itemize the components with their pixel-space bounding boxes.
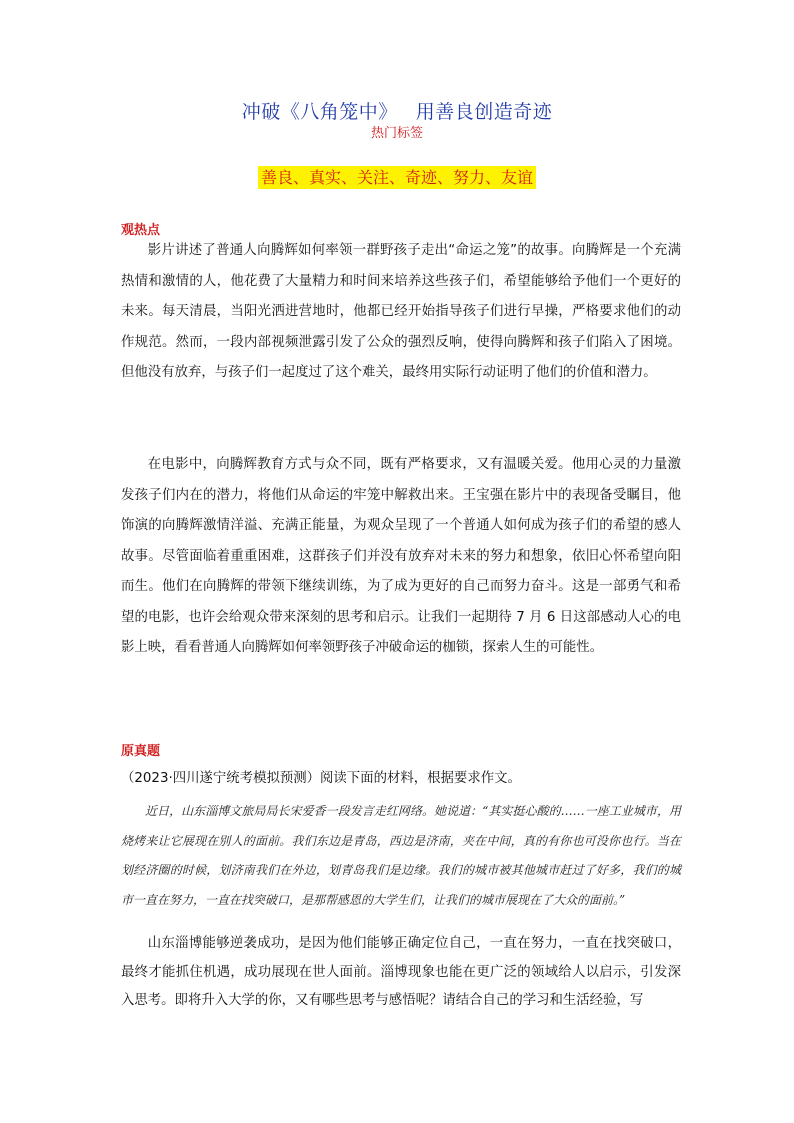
title-left: 冲破《八角笼中》 <box>241 101 398 123</box>
view-paragraph-2: 在电影中，向腾辉教育方式与众不同，既有严格要求，又有温暖关爱。他用心灵的力量激发孩子们内在的潜力，将他们从命运的牢笼中解救出来。王宝强在影片中的表现备受瞩目，他饰演的向腾辉激情洋溢、充满正能量，为观众呈现了一个普通人如何成为孩子们的希望的感人故事。尽管面临着重重困难，这群孩子们并没有放弃对未来的努力和想象，依旧心怀希望向阳而生。他们在向腾辉的带领下继续训练，为了成为更好的自己而努力奋斗。这是一部勇气和希望的电影，也许会给观众带来深刻的思考和启示。让我们一起期待 7 月 6 日这部感动人心的电影上映，看看普通人向腾辉如何率领野孩子冲破命运的枷锁，探索人生的可能性。 <box>121 457 681 655</box>
exam-prompt: 山东淄博能够逆袭成功，是因为他们能够正确定位自己，一直在努力，一直在找突破口，最终才能抓住机遇，成功展现在世人面前。淄博现象也能在更广泛的领域给人以启示，引发深入思考。即将升入大学的你，又有哪些思考与感悟呢？请结合自己的学习和生活经验，写 <box>121 936 681 1008</box>
tags-row <box>0 165 794 188</box>
section-heading-view: 观热点 <box>121 223 161 238</box>
view-paragraph-1: 影片讲述了普通人向腾辉如何率领一群野孩子走出“命运之笼”的故事。向腾辉是一个充满热情和激情的人，他花费了大量精力和时间来培养这些孩子们，希望能够给予他们一个更好的未来。每天清晨，当阳光洒进营地时，他都已经开始指导孩子们进行早操，严格要求他们的动作规范。然而，一段内部视频泄露引发了公众的强烈反响，使得向腾辉和孩子们陷入了困境。但他没有放弃，与孩子们一起度过了这个难关，最终用实际行动证明了他们的价值和潜力。 <box>121 243 681 380</box>
page-title <box>0 97 794 124</box>
exam-quote: 近日，山东淄博文旅局局长宋爱香一段发言走红网络。她说道：“其实挺心酸的……一座工业城市，用烧烤来让它展现在别人的面前。我们东边是青岛，西边是济南，夹在中间，真的有你也可没你也行。当在划经济圈的时候，划济南我们在外边，划青岛我们是边缘。我们的城市被其他城市赶过了好多，我们的城市一直在努力，一直在找突破口，是那帮感恩的大学生们，让我们的城市展现在了大众的面前。” <box>121 804 681 907</box>
section-heading-exam: 原真题 <box>121 744 161 759</box>
exam-intro: （2023·四川遂宁统考模拟预测）阅读下面的材料，根据要求作文。 <box>121 771 521 786</box>
tags-highlight: 善良、真实、关注、奇迹、努力、友谊 <box>258 166 536 189</box>
hot-tags-label: 热门标签 <box>370 126 423 141</box>
title-right: 用善良创造奇迹 <box>415 101 553 123</box>
